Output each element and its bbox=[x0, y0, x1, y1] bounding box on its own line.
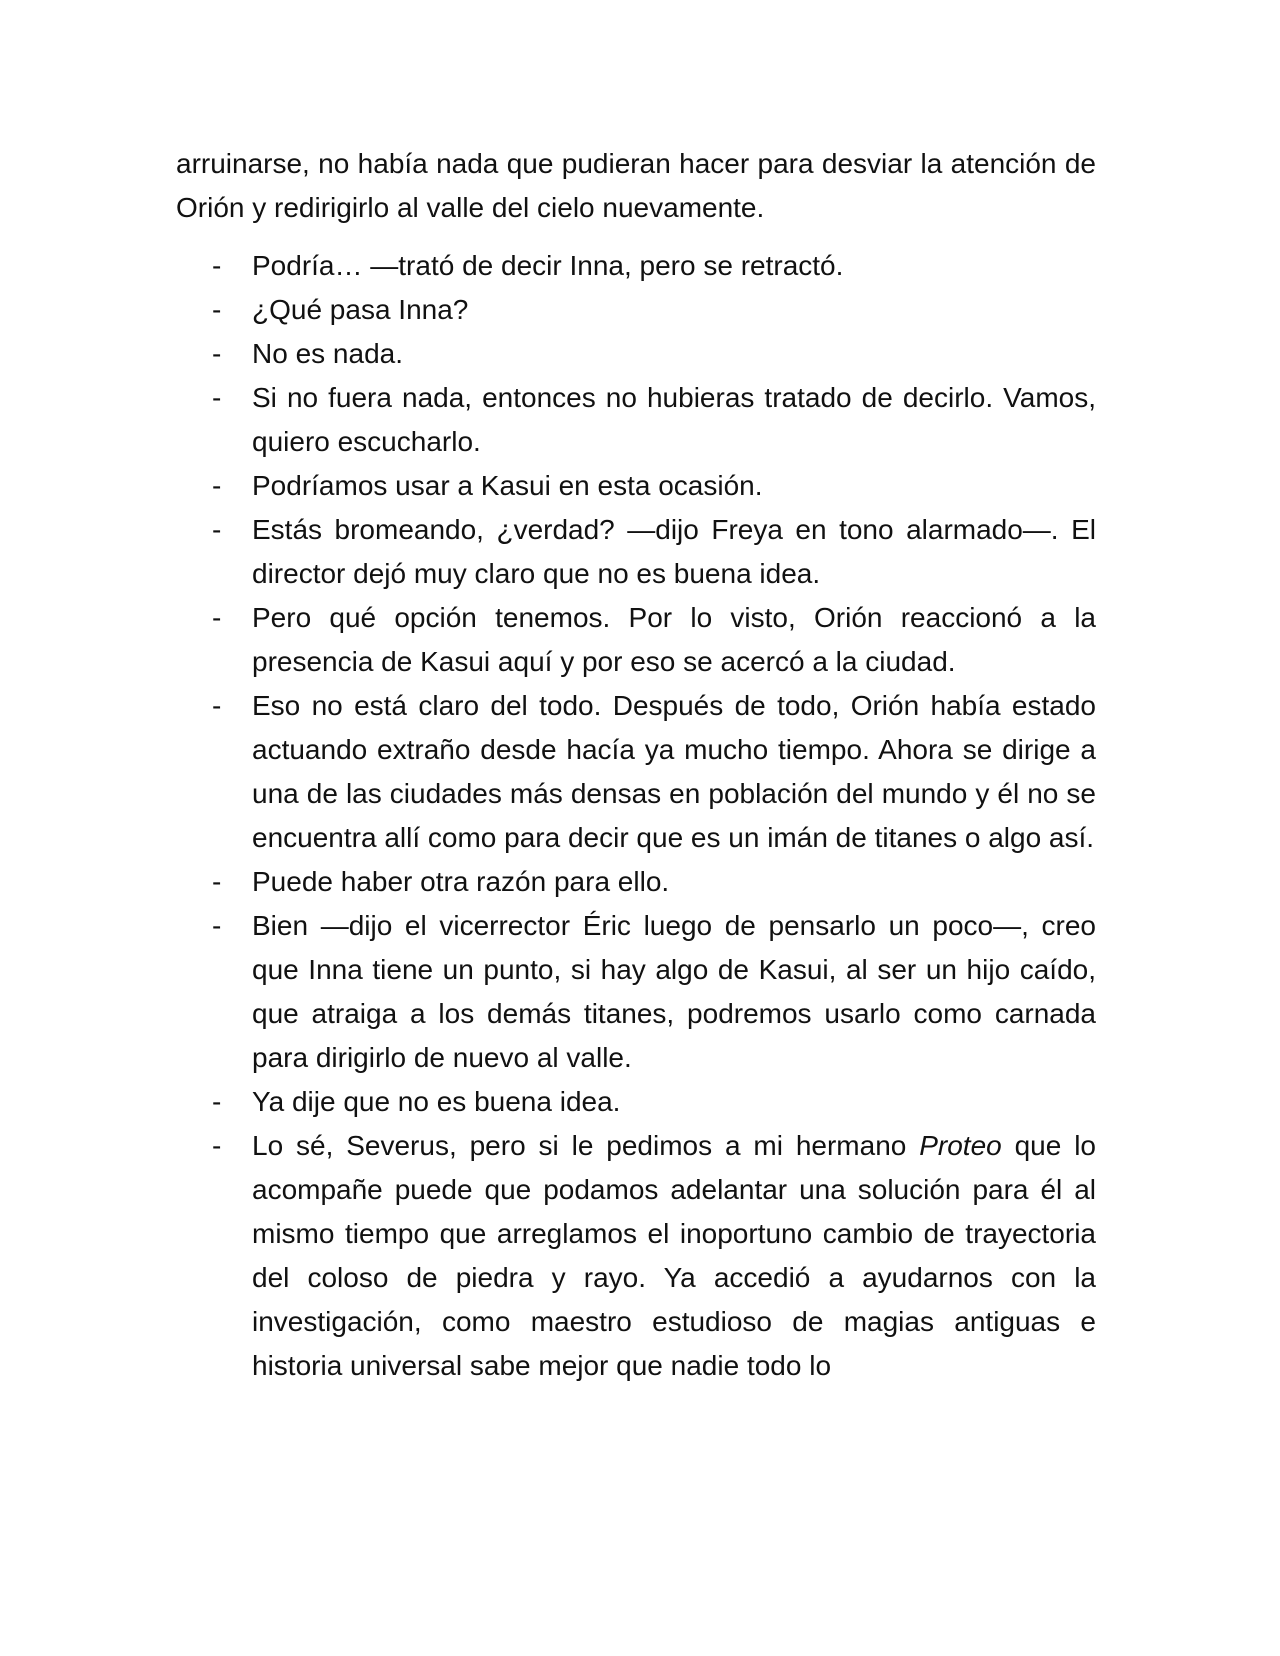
dialogue-line bbox=[176, 332, 1096, 376]
dash-marker: - bbox=[212, 382, 222, 413]
dash-marker: - bbox=[212, 866, 222, 897]
dialogue-text-before: Lo sé, Severus, pero si le pedimos a mi hermano bbox=[252, 1130, 920, 1161]
dialogue-line bbox=[176, 904, 1096, 1080]
dash-marker: - bbox=[212, 1086, 222, 1117]
dialogue-line bbox=[176, 860, 1096, 904]
dash-marker: - bbox=[212, 294, 222, 325]
opening-paragraph: arruinarse, no había nada que pudieran hacer para desviar la atención de Orión y redirigirlo al valle del cielo nuevamente. bbox=[176, 148, 1096, 223]
document-page bbox=[176, 142, 1096, 1388]
dialogue-text bbox=[252, 1130, 1096, 1381]
dialogue-text: Si no fuera nada, entonces no hubieras tratado de decirlo. Vamos, quiero escucharlo. bbox=[252, 382, 1096, 457]
dash-marker: - bbox=[212, 602, 222, 633]
dialogue-text: Estás bromeando, ¿verdad? —dijo Freya en tono alarmado—. El director dejó muy claro que no es buena idea. bbox=[252, 514, 1096, 589]
dialogue-line bbox=[176, 684, 1096, 860]
dialogue-line bbox=[176, 376, 1096, 464]
dash-marker: - bbox=[212, 690, 222, 721]
dialogue-text: Podríamos usar a Kasui en esta ocasión. bbox=[252, 470, 763, 501]
dialogue-line bbox=[176, 464, 1096, 508]
dialogue-text: ¿Qué pasa Inna? bbox=[252, 294, 469, 325]
dialogue-line bbox=[176, 508, 1096, 596]
dash-marker: - bbox=[212, 470, 222, 501]
dash-marker: - bbox=[212, 338, 222, 369]
dialogue-line bbox=[176, 244, 1096, 288]
italic-name: Proteo bbox=[919, 1130, 1002, 1161]
dialogue-line bbox=[176, 596, 1096, 684]
dialogue-line bbox=[176, 1080, 1096, 1124]
dialogue-text-after: que lo acompañe puede que podamos adelantar una solución para él al mismo tiempo que arreglamos el inoportuno cambio de trayectoria del coloso de piedra y rayo. Ya accedió a ayudarnos con la investigación, como maestro estudioso de magias antiguas e historia universal sabe mejor que nadie todo lo bbox=[252, 1130, 1096, 1381]
dash-marker: - bbox=[212, 1130, 222, 1161]
dialogue-text: No es nada. bbox=[252, 338, 403, 369]
dash-marker: - bbox=[212, 250, 222, 281]
dialogue-list bbox=[176, 244, 1096, 1388]
dialogue-text: Podría… —trató de decir Inna, pero se retractó. bbox=[252, 250, 844, 281]
dialogue-line bbox=[176, 1124, 1096, 1388]
dialogue-text: Bien —dijo el vicerrector Éric luego de pensarlo un poco—, creo que Inna tiene un punto, si hay algo de Kasui, al ser un hijo caído, que atraiga a los demás titanes, podremos usarlo como carnada para dirigirlo de nuevo al valle. bbox=[252, 910, 1096, 1073]
dialogue-text: Puede haber otra razón para ello. bbox=[252, 866, 670, 897]
dash-marker: - bbox=[212, 514, 222, 545]
dialogue-text: Pero qué opción tenemos. Por lo visto, Orión reaccionó a la presencia de Kasui aquí y por eso se acercó a la ciudad. bbox=[252, 602, 1096, 677]
dialogue-text: Ya dije que no es buena idea. bbox=[252, 1086, 621, 1117]
dialogue-text: Eso no está claro del todo. Después de todo, Orión había estado actuando extraño desde hacía ya mucho tiempo. Ahora se dirige a una de las ciudades más densas en población del mundo y él no se encuentra allí como para decir que es un imán de titanes o algo así. bbox=[252, 690, 1096, 853]
dash-marker: - bbox=[212, 910, 222, 941]
dialogue-line bbox=[176, 288, 1096, 332]
